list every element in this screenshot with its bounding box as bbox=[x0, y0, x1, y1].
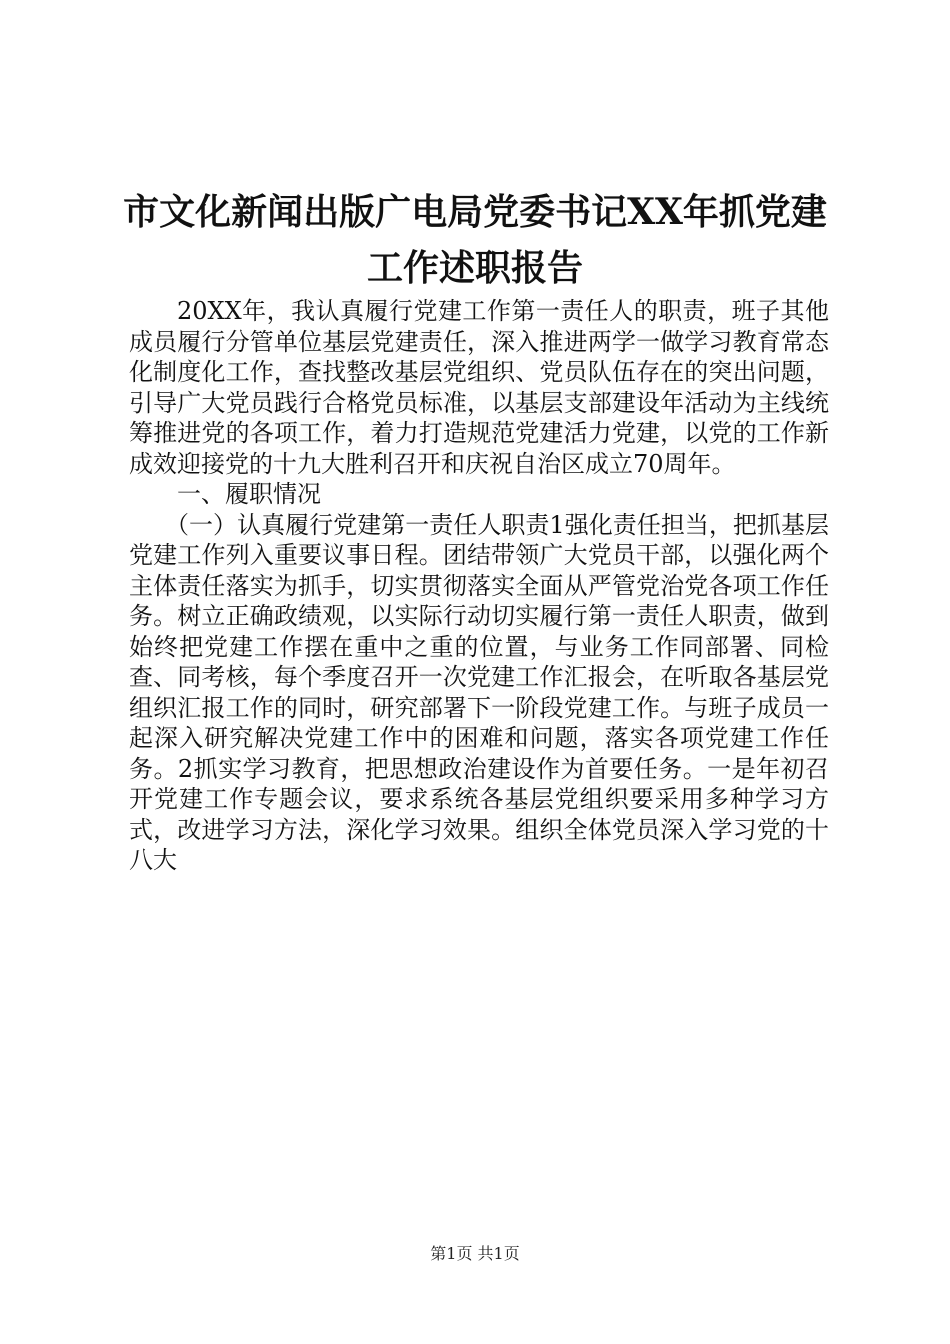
intro-paragraph: 20XX年，我认真履行党建工作第一责任人的职责，班子其他成员履行分管单位基层党建责任，深入推进两学一做学习教育常态化制度化工作，查找整改基层党组织、党员队伍存在的突出问题，引导广大党员践行合格党员标准，以基层支部建设年活动为主线统筹推进党的各项工作，着力打造规范党建活力党建，以党的工作新成效迎接党的十九大胜利召开和庆祝自治区成立70周年。 bbox=[129, 297, 829, 478]
document-title-line2: 工作述职报告 bbox=[366, 247, 583, 289]
section-paragraph: （一）认真履行党建第一责任人职责1强化责任担当，把抓基层党建工作列入重要议事日程。团结带领广大党员干部，以强化两个主体责任落实为抓手，切实贯彻落实全面从严管党治党各项工作任务。树立正确政绩观，以实际行动切实履行第一责任人职责，做到始终把党建工作摆在重中之重的位置，与业务工作同部署、同检查、同考核，每个季度召开一次党建工作汇报会，在听取各基层党组织汇报工作的同时，研究部署下一阶段党建工作。与班子成员一起深入研究解决党建工作中的困难和问题，落实各项党建工作任务。2抓实学习教育，把思想政治建设作为首要任务。一是年初召开党建工作专题会议，要求系统各基层党组织要采用多种学习方式，改进学习方法，深化学习效果。组织全体党员深入学习党的十八大 bbox=[129, 510, 829, 874]
document-title-line1: 市文化新闻出版广电局党委书记XX年抓党建 bbox=[123, 191, 827, 233]
document-body bbox=[129, 296, 829, 876]
page-footer: 第1页 共1页 bbox=[430, 1244, 520, 1263]
section-heading: 一、履职情况 bbox=[177, 480, 321, 508]
